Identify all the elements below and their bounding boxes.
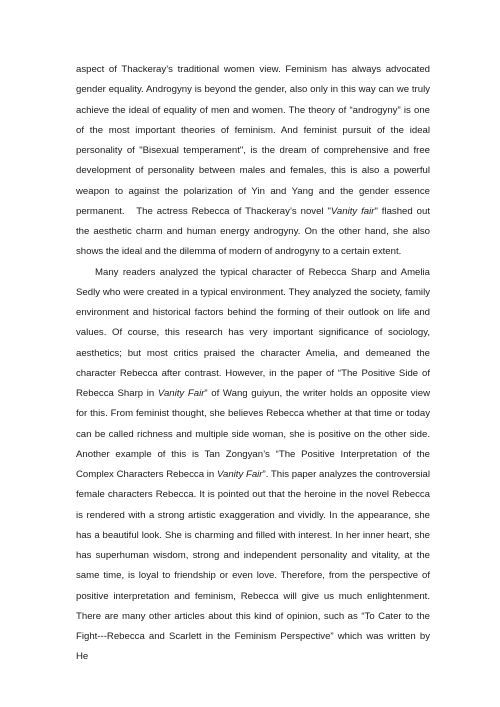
- body-text: [76, 60, 430, 668]
- paragraph-1-segment: aspect of Thackeray’s traditional women view. Feminism has always advocated gender equality. Androgyny is beyond the gender, also only in this way can we truly achieve the ideal of equality of men and women. The theory of “androgyny” is one of the most important theories of feminism. And feminist pursuit of the ideal personality of "Bisexual temperament", is the dream of comprehensive and free development of personality between males and females, this is also a powerful weapon to against the polarization of Yin and Yang and the gender essence permanent. The actress Rebecca of Thackeray’s novel ": [76, 64, 430, 217]
- italic-title-vanity-fair: Vanity Fair: [216, 469, 263, 480]
- paragraph-2-segment: ” of Wang guiyun, the writer holds an opposite view for this. From feminist thought, she believes Rebecca whether at that time or today can be called richness and multiple side woman, she is positive on the other side. Another example of this is Tan Zongyan’s “The Positive Interpretation of the Complex Characters Rebecca in: [76, 388, 431, 480]
- italic-title-vanity-fair: Vanity Fair: [157, 388, 205, 399]
- paragraph-2-segment: ”. This paper analyzes the controversial female characters Rebecca. It is pointed out that the heroine in the novel Rebecca is rendered with a strong artistic exaggeration and vividly. In the appearance, she has a beautiful look. She is charming and filled with interest. In her inner heart, she has superhuman wisdom, strong and independent personality and vitality, at the same time, is loyal to friendship or even love. Therefore, from the perspective of positive interpretation and feminism, Rebecca will give us much enlightenment. There are many other articles about this kind of opinion, such as “To Cater to the Fight---Rebecca and Scarlett in the Feminism Perspective” which was written by He: [76, 469, 430, 663]
- paragraph-2-segment: Many readers analyzed the typical character of Rebecca Sharp and Amelia Sedly who were created in a typical environment. They analyzed the society, family environment and historical factors behind the forming of their outlook on life and values. Of course, this research has very important significance of sociology, aesthetics; but most critics praised the character Amelia, and demeaned the character Rebecca after contrast. However, in the paper of “The Positive Side of Rebecca Sharp in: [76, 266, 430, 399]
- paragraph-2: [76, 263, 430, 668]
- italic-title-vanity-fair: Vanity fair: [330, 205, 375, 217]
- paragraph-1: [76, 60, 430, 263]
- paragraph-1-segment: " flashed out the aesthetic charm and human energy androgyny. On the other hand, she also shows the ideal and the dilemma of modern of androgyny to a certain extent.: [76, 205, 430, 258]
